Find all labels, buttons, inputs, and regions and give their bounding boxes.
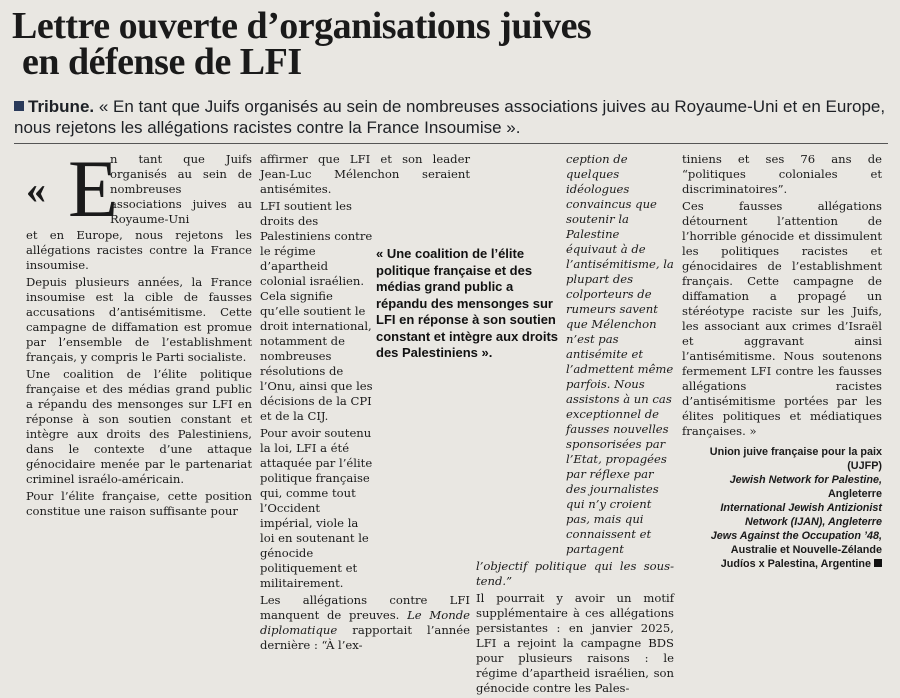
paragraph: l’objectif politique qui les sous-tend.” xyxy=(476,559,674,588)
signatory: Union juive française pour la paix (UJFP) xyxy=(709,446,882,472)
signatories xyxy=(682,445,882,571)
paragraph xyxy=(260,593,470,653)
standfirst xyxy=(14,96,886,138)
paragraph: affirmer que LFI et son leader Jean-Luc Mélenchon seraient antisémites. xyxy=(260,152,470,196)
signatory: Jews Against the Occupation ’48, xyxy=(710,530,882,542)
signatory-country: Angleterre xyxy=(827,488,882,500)
paragraph: Il pourrait y avoir un motif supplémentaire à ces allégations persistantes : en janvier 2025, LFI a rejoint la campagne BDS pour plusieurs raisons : le régime d’apartheid israélien, son génocide contre les Pales- xyxy=(476,591,674,695)
signatory-country: Australie et Nouvelle-Zélande xyxy=(730,544,882,556)
signatory: Jewish Network for Palestine, xyxy=(729,474,882,486)
signatory: Judíos x Palestina, Argentine xyxy=(720,558,871,570)
standfirst-label: Tribune. xyxy=(28,97,95,116)
section-marker-icon xyxy=(14,101,24,111)
paragraph: Ces fausses allégations détournent l’attention de l’horrible génocide et dissimulent les politiques racistes et génocidaires de l’establishment français. Cette campagne de diffamation a propagé un stéréotype raciste sur les Juifs, les associant aux crimes d’Israël et aggravant ainsi l’antisémitisme. Nous soutenons fermement LFI contre les fausses allégations racistes d’antisémitisme portées par les élites politiques et médiatiques françaises. » xyxy=(682,199,882,438)
dropcap-letter: E xyxy=(68,143,119,234)
paragraph: Depuis plusieurs années, la France insoumise est la cible de fausses accusations d’antisémitisme. Cette campagne de diffamation est promue par l’ensemble de l’establishment français, y compris le Parti socialiste. xyxy=(26,275,252,364)
paragraph: LFI soutient les droits des Palestiniens contre le régime d’apartheid colonial israélien. Cela signifie qu’elle soutient le droit international, notamment de nombreuses résolutions de l’Onu, ainsi que les décisions de la CPI et de la CIJ. xyxy=(260,199,373,423)
column-2 xyxy=(260,152,470,655)
dropcap-text: n tant que Juifs organisés au sein de nombreuses associations juives au Royaume-Uni xyxy=(110,152,252,226)
paragraph: tiniens et ses 76 ans de “politiques coloniales et discriminatoires”. xyxy=(682,152,882,196)
divider xyxy=(14,143,888,144)
signatory-last xyxy=(682,557,882,571)
headline-line-1: Lettre ouverte d’organisations juives xyxy=(12,5,592,47)
text-run: Les allégations contre LFI manquent de preuves. xyxy=(260,593,470,622)
paragraph: Pour l’élite française, cette position constitue une raison suffisante pour xyxy=(26,489,252,518)
paragraph: ception de quelques idéologues convaincus que soutenir la Palestine équivaut à de l’antisémitisme, la plupart des colporteurs de rumeurs savent que Mélenchon n’est pas antisémite et l’admettent même parfois. Nous assistons à un cas exceptionnel de fausses nouvelles sponsorisées par l’Etat, propagées par réflexe par des journalistes qui n’y croient pas, mais qui connaissent et partagent xyxy=(566,152,674,556)
standfirst-text: « En tant que Juifs organisés au sein de nombreuses associations juives au Royaume-Uni et en Europe, nous rejetons les allégations racistes contre la France Insoumise ». xyxy=(14,97,886,137)
signatory: International Jewish Antizionist Network (IJAN), Angleterre xyxy=(720,502,882,528)
dropcap-block xyxy=(26,143,252,234)
end-mark-icon xyxy=(874,559,882,567)
column-3 xyxy=(476,152,674,698)
paragraph: et en Europe, nous rejetons les allégations racistes contre la France insoumise. xyxy=(26,228,252,272)
pull-quote: « Une coalition de l’élite politique française et des médias grand public a répandu des mensonges sur LFI en réponse à son soutien constant et intègre aux droits des Palestiniens ». xyxy=(372,240,566,368)
headline xyxy=(12,5,752,83)
column-1 xyxy=(26,143,252,521)
opening-quote-icon: « xyxy=(26,167,46,212)
column-4 xyxy=(682,152,882,571)
paragraph: Une coalition de l’élite politique française et des médias grand public a répandu des mensonges sur LFI en réponse à son soutien constant et intègre aux droits des Palestiniens, dans le contexte d’une attaque génocidaire menée par le partenariat criminel israélo-américain. xyxy=(26,367,252,486)
headline-line-2: en défense de LFI xyxy=(22,41,302,83)
text-run: rapportait l’année dernière : “À l’ex- xyxy=(260,623,470,652)
publication-title: Le Monde diplomatique xyxy=(260,608,470,637)
paragraph: Pour avoir soutenu la loi, LFI a été attaquée par l’élite politique française qui, comme tout l’Occident impérial, viole la loi en soutenant le génocide politiquement et militairement. xyxy=(260,426,373,590)
